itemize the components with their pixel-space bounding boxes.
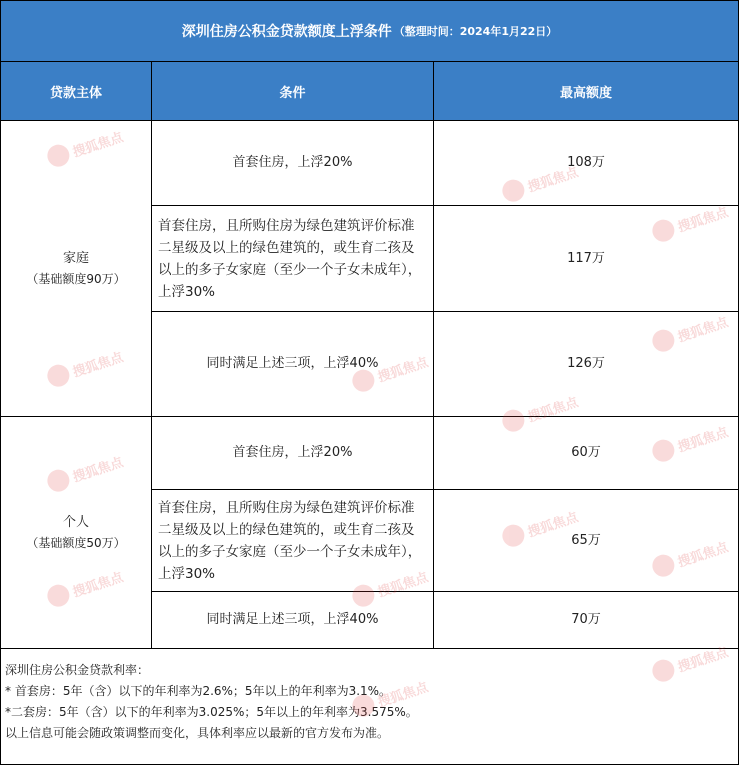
amount-cell: 108万 bbox=[567, 155, 605, 170]
watermark: 搜狐焦点 bbox=[650, 309, 731, 354]
group-name: 家庭 bbox=[62, 250, 89, 266]
watermark: 搜狐焦点 bbox=[500, 159, 581, 204]
watermark: 搜狐焦点 bbox=[45, 124, 126, 169]
watermark: 搜狐焦点 bbox=[45, 449, 126, 494]
watermark: 搜狐焦点 bbox=[650, 419, 731, 464]
group-cell-individual bbox=[1, 417, 151, 648]
condition-cell: 首套住房，且所购住房为绿色建筑评价标准二星级及以上的绿色建筑的，或生育二孩及以上的多子女家庭（至少一个子女未成年），上浮30% bbox=[158, 499, 422, 582]
watermark: 搜狐焦点 bbox=[350, 349, 431, 394]
amount-cell: 126万 bbox=[567, 356, 605, 371]
condition-cell: 首套住房，上浮20% bbox=[232, 445, 353, 460]
header-subject: 贷款主体 bbox=[49, 85, 102, 101]
amount-cell: 60万 bbox=[571, 445, 601, 460]
condition-cell: 同时满足上述三项，上浮40% bbox=[206, 612, 379, 627]
watermark: 搜狐焦点 bbox=[650, 639, 731, 684]
watermark: 搜狐焦点 bbox=[500, 504, 581, 549]
note-line: * 首套房：5年（含）以下的年利率为2.6%；5年以上的年利率为3.1%。 bbox=[5, 684, 392, 698]
grid-line bbox=[1, 648, 738, 649]
title-date: （整理时间：2024年1月22日） bbox=[393, 25, 558, 38]
watermark: 搜狐焦点 bbox=[650, 199, 731, 244]
amount-cell: 117万 bbox=[567, 250, 605, 266]
note-line: *二套房：5年（含）以下的年利率为3.025%；5年以上的年利率为3.575%。 bbox=[5, 705, 418, 719]
watermark: 搜狐焦点 bbox=[350, 674, 431, 719]
notes-section bbox=[5, 660, 735, 744]
watermark: 搜狐焦点 bbox=[45, 564, 126, 609]
watermark: 搜狐焦点 bbox=[650, 534, 731, 579]
amount-cell: 65万 bbox=[571, 532, 601, 548]
title-main: 深圳住房公积金贷款额度上浮条件 bbox=[181, 24, 392, 40]
table-title bbox=[1, 1, 738, 62]
group-base: （基础额度50万） bbox=[26, 535, 126, 550]
condition-cell: 首套住房，上浮20% bbox=[232, 155, 353, 170]
note-line: 深圳住房公积金贷款利率： bbox=[5, 663, 150, 677]
watermark: 搜狐焦点 bbox=[45, 344, 126, 389]
group-cell-family bbox=[1, 121, 151, 416]
note-line: 以上信息可能会随政策调整而变化，具体利率应以最新的官方发布为准。 bbox=[5, 726, 390, 740]
amount-cell: 70万 bbox=[571, 612, 601, 627]
group-base: （基础额度90万） bbox=[26, 271, 126, 286]
condition-cell: 首套住房，且所购住房为绿色建筑评价标准二星级及以上的绿色建筑的，或生育二孩及以上的多子女家庭（至少一个子女未成年），上浮30% bbox=[158, 217, 422, 300]
condition-cell: 同时满足上述三项，上浮40% bbox=[206, 356, 379, 371]
header-max-amount: 最高额度 bbox=[559, 85, 612, 101]
header-row bbox=[1, 62, 738, 121]
watermark: 搜狐焦点 bbox=[350, 564, 431, 609]
watermark: 搜狐焦点 bbox=[500, 389, 581, 434]
group-name: 个人 bbox=[62, 514, 89, 530]
header-condition: 条件 bbox=[279, 85, 306, 101]
